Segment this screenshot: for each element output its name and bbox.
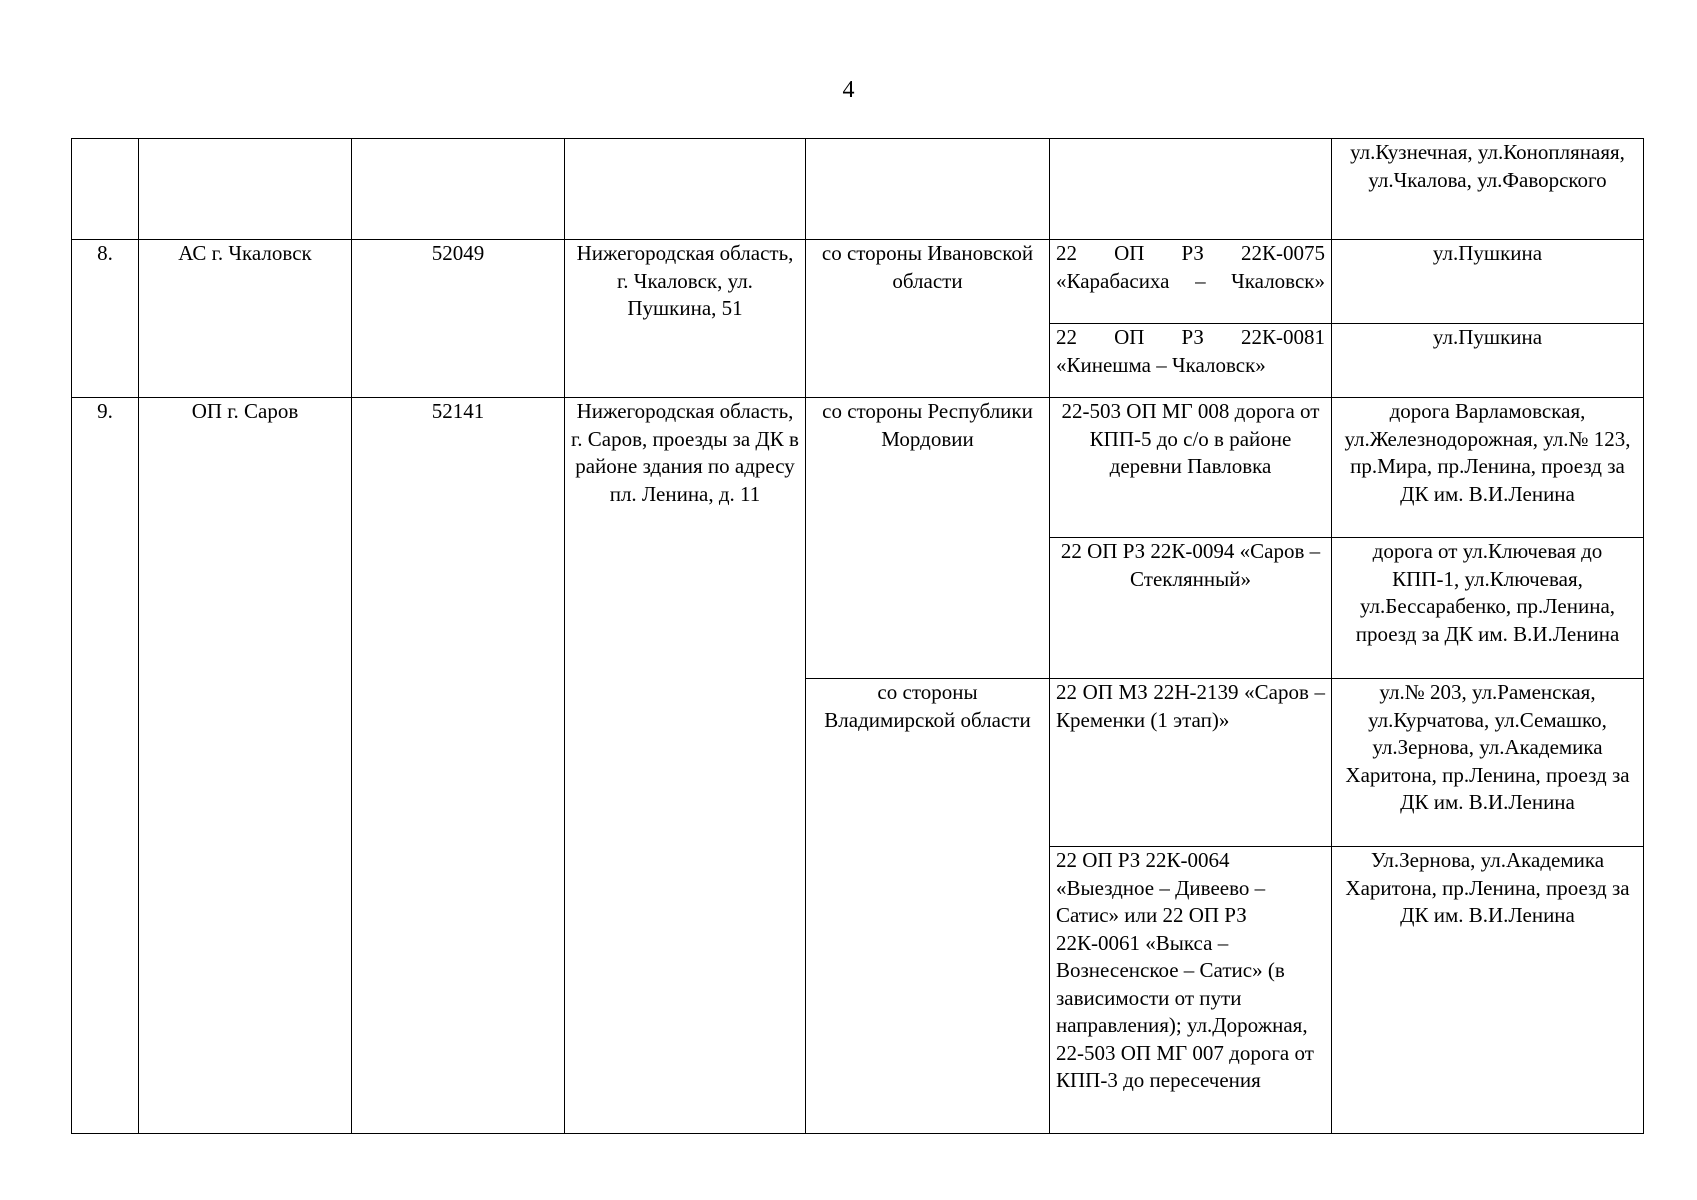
continuation-direction-cell	[806, 139, 1050, 240]
row8-road-2: 22 ОП РЗ 22К-0081 «Кинешма – Чкаловск»	[1050, 324, 1332, 398]
row9-direction-1: со стороны Республики Мордовии	[806, 398, 1050, 679]
row9-streets-3: ул.№ 203, ул.Раменская, ул.Курчатова, ул.Семашко, ул.Зернова, ул.Академика Харитона, пр.Ленина, проезд за ДК им. В.И.Ленина	[1332, 679, 1644, 847]
continuation-streets-cell: ул.Кузнечная, ул.Коноплянаяя, ул.Чкалова, ул.Фаворского	[1332, 139, 1644, 240]
continuation-num-cell	[72, 139, 139, 240]
row9-number: 9.	[72, 398, 139, 1134]
row8-code: 52049	[352, 240, 565, 398]
row8-road-1: 22 ОП РЗ 22К-0075 «Карабасиха – Чкаловск»	[1050, 240, 1332, 324]
continuation-address-cell	[565, 139, 806, 240]
row9-road-4: 22 ОП РЗ 22К-0064 «Выездное – Дивеево – Сатис» или 22 ОП РЗ 22К-0061 «Выкса – Вознесенское – Сатис» (в зависимости от пути направления); ул.Дорожная, 22-503 ОП МГ 007 дорога от КПП-3 до пересечения	[1056, 848, 1314, 1092]
row8-streets-1: ул.Пушкина	[1332, 240, 1644, 324]
row9-address: Нижегородская область, г. Саров, проезды за ДК в районе здания по адресу пл. Ленина, д. 11	[565, 398, 806, 1134]
row8-streets-2: ул.Пушкина	[1332, 324, 1644, 398]
row9-road-1: 22-503 ОП МГ 008 дорога от КПП-5 до с/о в районе деревни Павловка	[1050, 398, 1332, 538]
page-number: 4	[842, 77, 855, 103]
row9-streets-4: Ул.Зернова, ул.Академика Харитона, пр.Ленина, проезд за ДК им. В.И.Ленина	[1332, 847, 1644, 1134]
row9-streets-2: дорога от ул.Ключевая до КПП-1, ул.Ключевая, ул.Бессарабенко, пр.Ленина, проезд за ДК им. В.И.Ленина	[1332, 538, 1644, 679]
row8-address: Нижегородская область, г. Чкаловск, ул. Пушкина, 51	[565, 240, 806, 398]
row8-number: 8.	[72, 240, 139, 398]
row9-station-name: ОП г. Саров	[139, 398, 352, 1134]
routes-table	[71, 138, 1644, 1134]
row8-station-name: АС г. Чкаловск	[139, 240, 352, 398]
row9-road-4-cell	[1050, 847, 1332, 1134]
row9-code: 52141	[352, 398, 565, 1134]
row9-road-2: 22 ОП РЗ 22К-0094 «Саров – Стеклянный»	[1050, 538, 1332, 679]
row9-road-3: 22 ОП МЗ 22Н-2139 «Саров – Кременки (1 этап)»	[1050, 679, 1332, 847]
continuation-code-cell	[352, 139, 565, 240]
row8-direction: со стороны Ивановской области	[806, 240, 1050, 398]
row9-direction-2: со стороны Владимирской области	[806, 679, 1050, 1134]
continuation-road-cell	[1050, 139, 1332, 240]
table-row-8a	[72, 240, 1644, 324]
continuation-name-cell	[139, 139, 352, 240]
continuation-row	[72, 139, 1644, 240]
row9-streets-1: дорога Варламовская, ул.Железнодорожная, ул.№ 123, пр.Мира, пр.Ленина, проезд за ДК им. В.И.Ленина	[1332, 398, 1644, 538]
table-row-9a	[72, 398, 1644, 538]
